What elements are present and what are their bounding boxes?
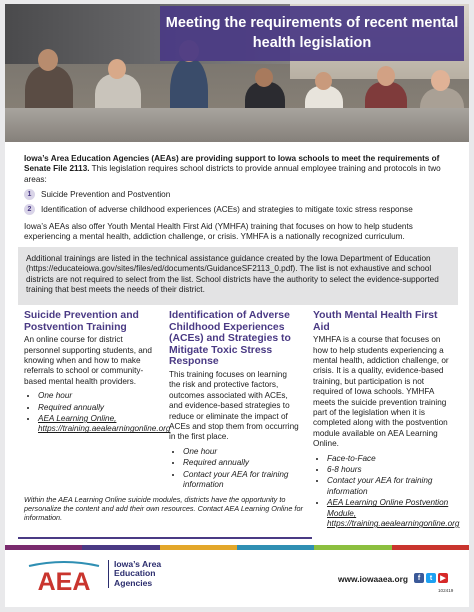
logo-line: Education (114, 568, 156, 579)
column-body: YMHFA is a course that focuses on how to help students experiencing a mental health, addiction challenge, or crisis. It is a quality, evidence-based training, but participation is not required of Iowa schools. YMHFA meets the suicide prevention training part of the legislation when it is completed along with the postvention module available on AEA Learning Online. (313, 335, 449, 449)
color-stripe (5, 545, 469, 550)
aea-logo (27, 560, 101, 594)
bullet-item: • Contact your AEA for training information (183, 470, 299, 491)
logo-mark-text: AEA (37, 568, 91, 594)
list-item (24, 202, 454, 217)
training-areas-list (24, 187, 454, 217)
stripe-segment (82, 545, 159, 550)
bullet-item: • One hour (183, 447, 299, 457)
column-suicide-prevention (24, 310, 171, 436)
flyer-page (5, 4, 469, 607)
column-heading: Youth Mental Health First Aid (313, 310, 438, 333)
column-heading: Suicide Prevention and Postvention Training (24, 310, 139, 333)
website-link[interactable]: www.iowaaea.org (338, 574, 408, 584)
stripe-segment (392, 545, 469, 550)
document-code: 102419 (438, 588, 454, 593)
column-bullets (24, 391, 171, 435)
aea-logo-wordmark (108, 560, 184, 588)
page-title: Meeting the requirements of recent mental health legislation (160, 6, 464, 61)
column-body: An online course for district personnel supporting students, and knowing when and how to make referrals to school or community-based mental health providers. (24, 335, 152, 386)
learning-online-note: Within the AEA Learning Online suicide modules, districts have the opportunity to personalize the content and add their own resources. Contact AEA Learning Online for information. (18, 495, 312, 539)
bullet-item: • 6-8 hours (327, 465, 455, 475)
list-item-text: Suicide Prevention and Postvention (41, 190, 171, 199)
intro-lead: Iowa’s Area Education Agencies (AEAs) are providing support to Iowa schools to meet the requirements of Senate File 2113. (24, 154, 440, 174)
list-item (24, 187, 454, 202)
hero-photo (5, 4, 469, 142)
column-heading: Identification of Adverse Childhood Experiences (ACEs) and Strategies to Mitigate Toxic Stress Response (169, 310, 291, 368)
stripe-segment (160, 545, 237, 550)
hero-table (5, 108, 469, 142)
bullet-item: • Contact your AEA for training information (327, 476, 455, 497)
stripe-segment (5, 545, 82, 550)
bullet-link[interactable]: • AEA Learning Online Postvention Module, https://training.aealearningonline.org (327, 498, 455, 529)
column-bullets (169, 447, 299, 491)
column-ymhfa (313, 310, 460, 531)
logo-line: Iowa’s Area (114, 559, 162, 569)
column-bullets (313, 453, 460, 530)
bullet-link[interactable]: • AEA Learning Online, https://training.aealearningonline.org (38, 414, 157, 435)
ymhfa-paragraph: Iowa’s AEAs also offer Youth Mental Health First Aid (YMHFA) training that focuses on how to help students experiencing a mental health, addiction challenge, or crisis. YMHFA is a nationally recognized curriculum. (24, 222, 413, 242)
intro-paragraph (24, 154, 454, 185)
column-body: This training focuses on learning the risk and protective factors, outcomes associated with ACEs, and evidence-based strategies to reduce or eliminate the impact of ACEs and stop them from occurring in the first place. (169, 369, 299, 442)
bullet-item: • Required annually (183, 458, 299, 468)
bullet-item: • One hour (38, 391, 157, 401)
list-item-text: Identification of adverse childhood experiences (ACEs) and strategies to mitigate toxic stress response (41, 205, 413, 214)
social-icons (414, 573, 448, 583)
youtube-icon[interactable]: ▶ (438, 573, 448, 583)
column-aces (169, 310, 299, 491)
facebook-icon[interactable]: f (414, 573, 424, 583)
intro-rest: This legislation requires school districts to provide annual employee training and protocols in two areas: (24, 164, 441, 184)
additional-trainings-box: Additional trainings are listed in the technical assistance guidance created by the Iowa Department of Education (https://educateiowa.gov/sites/files/ed/documents/GuidanceSF2113_0.pdf). The list is not exhaustive and school districts are not required to select from the list. School districts have the authority to select the evidence-supported training that best meets the needs of their district. (18, 247, 458, 305)
logo-line: Agencies (114, 577, 153, 588)
stripe-segment (237, 545, 314, 550)
bullet-item: • Face-to-Face (327, 454, 455, 464)
number-badge: 1 (24, 189, 35, 200)
number-badge: 2 (24, 204, 35, 215)
stripe-segment (314, 545, 391, 550)
bullet-item: • Required annually (38, 403, 157, 413)
twitter-icon[interactable]: t (426, 573, 436, 583)
